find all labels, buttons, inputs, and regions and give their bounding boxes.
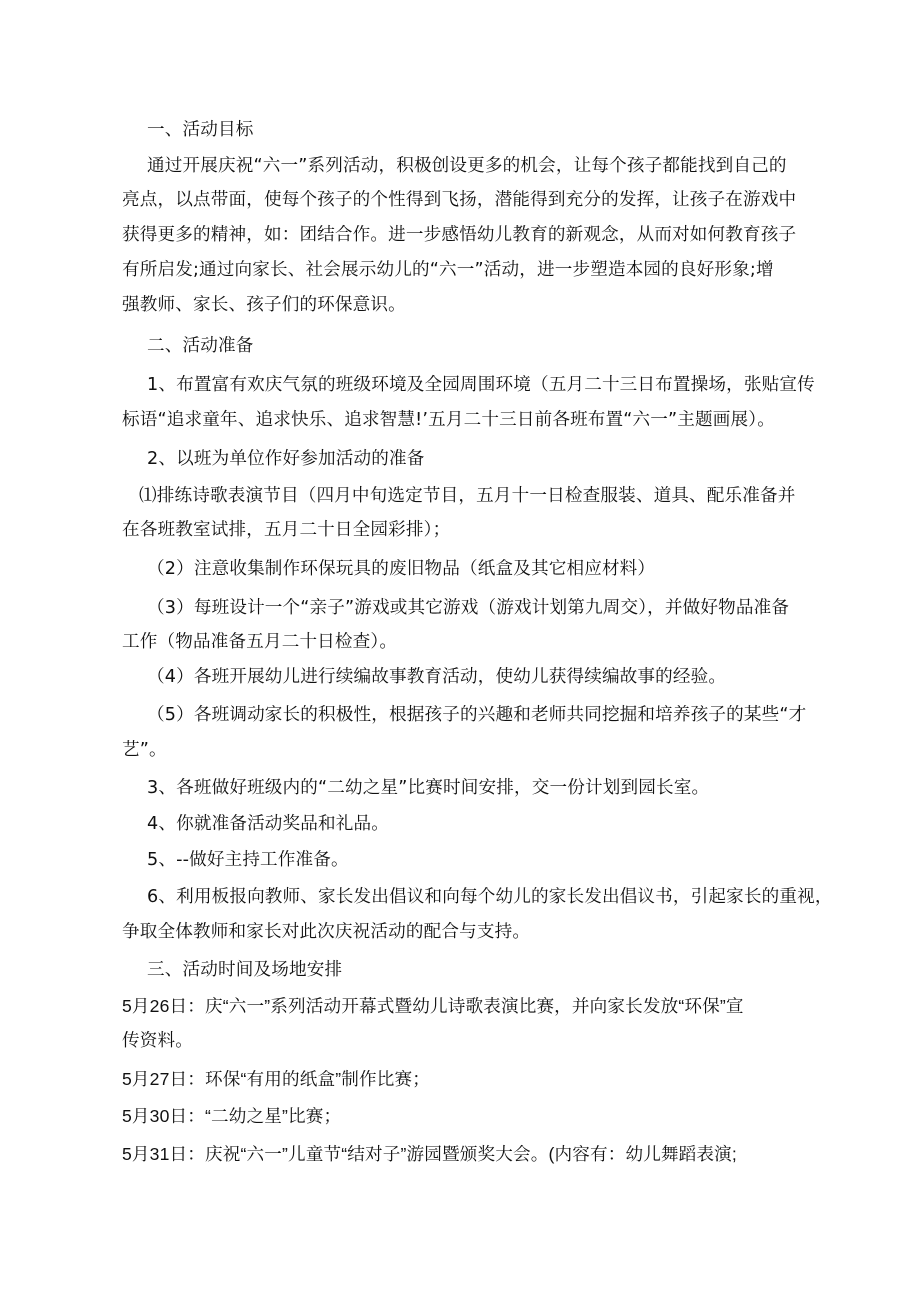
paragraph-line: （5）各班调动家长的积极性，根据孩子的兴趣和老师共同挖掘和培养孩子的某些“才 — [147, 705, 807, 725]
paragraph-line: 4、你就准备活动奖品和礼品。 — [147, 814, 390, 834]
paragraph-line: （3）每班设计一个“亲子”游戏或其它游戏（游戏计划第九周交），并做好物品准备 — [147, 598, 790, 618]
section-heading-schedule: 三、活动时间及场地安排 — [147, 960, 343, 980]
paragraph-line: 传资料。 — [122, 1031, 193, 1051]
paragraph-line: 6、利用板报向教师、家长发出倡议和向每个幼儿的家长发出倡议书，引起家长的重视， — [147, 887, 833, 907]
schedule-item: 5月27日：环保“有用的纸盒”制作比赛； — [122, 1069, 430, 1089]
paragraph-line: 有所启发;通过向家长、社会展示幼儿的“六一”活动，进一步塑造本园的良好形象;增 — [122, 260, 774, 280]
paragraph-line: 亮点，以点带面，使每个孩子的个性得到飞扬，潜能得到充分的发挥，让孩子在游戏中 — [122, 190, 797, 210]
schedule-item: 5月26日：庆“六一”系列活动开幕式暨幼儿诗歌表演比赛，并向家长发放“环保”宣 — [122, 996, 744, 1016]
paragraph-line: 2、以班为单位作好参加活动的准备 — [147, 449, 425, 469]
paragraph-line: 通过开展庆祝“六一”系列活动，积极创设更多的机会，让每个孩子都能找到自己的 — [147, 156, 787, 176]
section-heading-goals: 一、活动目标 — [147, 120, 254, 140]
paragraph-line: 获得更多的精神，如：团结合作。进一步感悟幼儿教育的新观念，从而对如何教育孩子 — [122, 225, 797, 245]
schedule-item: 5月31日：庆祝“六一”儿童节“结对子”游园暨颁奖大会。(内容有：幼儿舞蹈表演; — [122, 1144, 737, 1164]
paragraph-line: 1、布置富有欢庆气氛的班级环境及全园周围环境（五月二十三日布置操场，张贴宣传 — [147, 375, 815, 395]
paragraph-line: 争取全体教师和家长对此次庆祝活动的配合与支持。 — [122, 922, 531, 942]
schedule-item: 5月30日：“二幼之星”比赛； — [122, 1106, 342, 1126]
paragraph-line: 5、--做好主持工作准备。 — [147, 850, 349, 870]
section-heading-preparation: 二、活动准备 — [147, 336, 254, 356]
paragraph-line: （2）注意收集制作环保玩具的废旧物品（纸盒及其它相应材料） — [147, 559, 656, 579]
paragraph-line: 在各班教室试排，五月二十日全园彩排）； — [122, 520, 451, 540]
paragraph-line: 艺”。 — [122, 740, 167, 760]
paragraph-line: ⑴排练诗歌表演节目（四月中旬选定节目，五月十一日检查服装、道具、配乐准备并 — [139, 486, 796, 506]
paragraph-line: 强教师、家长、孩子们的环保意识。 — [122, 295, 406, 315]
paragraph-line: 标语“追求童年、追求快乐、追求智慧!’五月二十三日前各班布置“六一”主题画展）。 — [122, 410, 775, 430]
paragraph-line: （4）各班开展幼儿进行续编故事教育活动，使幼儿获得续编故事的经验。 — [147, 667, 727, 687]
paragraph-line: 3、各班做好班级内的“二幼之星”比赛时间安排，交一份计划到园长室。 — [147, 778, 710, 798]
paragraph-line: 工作（物品准备五月二十日检查）。 — [122, 632, 398, 652]
